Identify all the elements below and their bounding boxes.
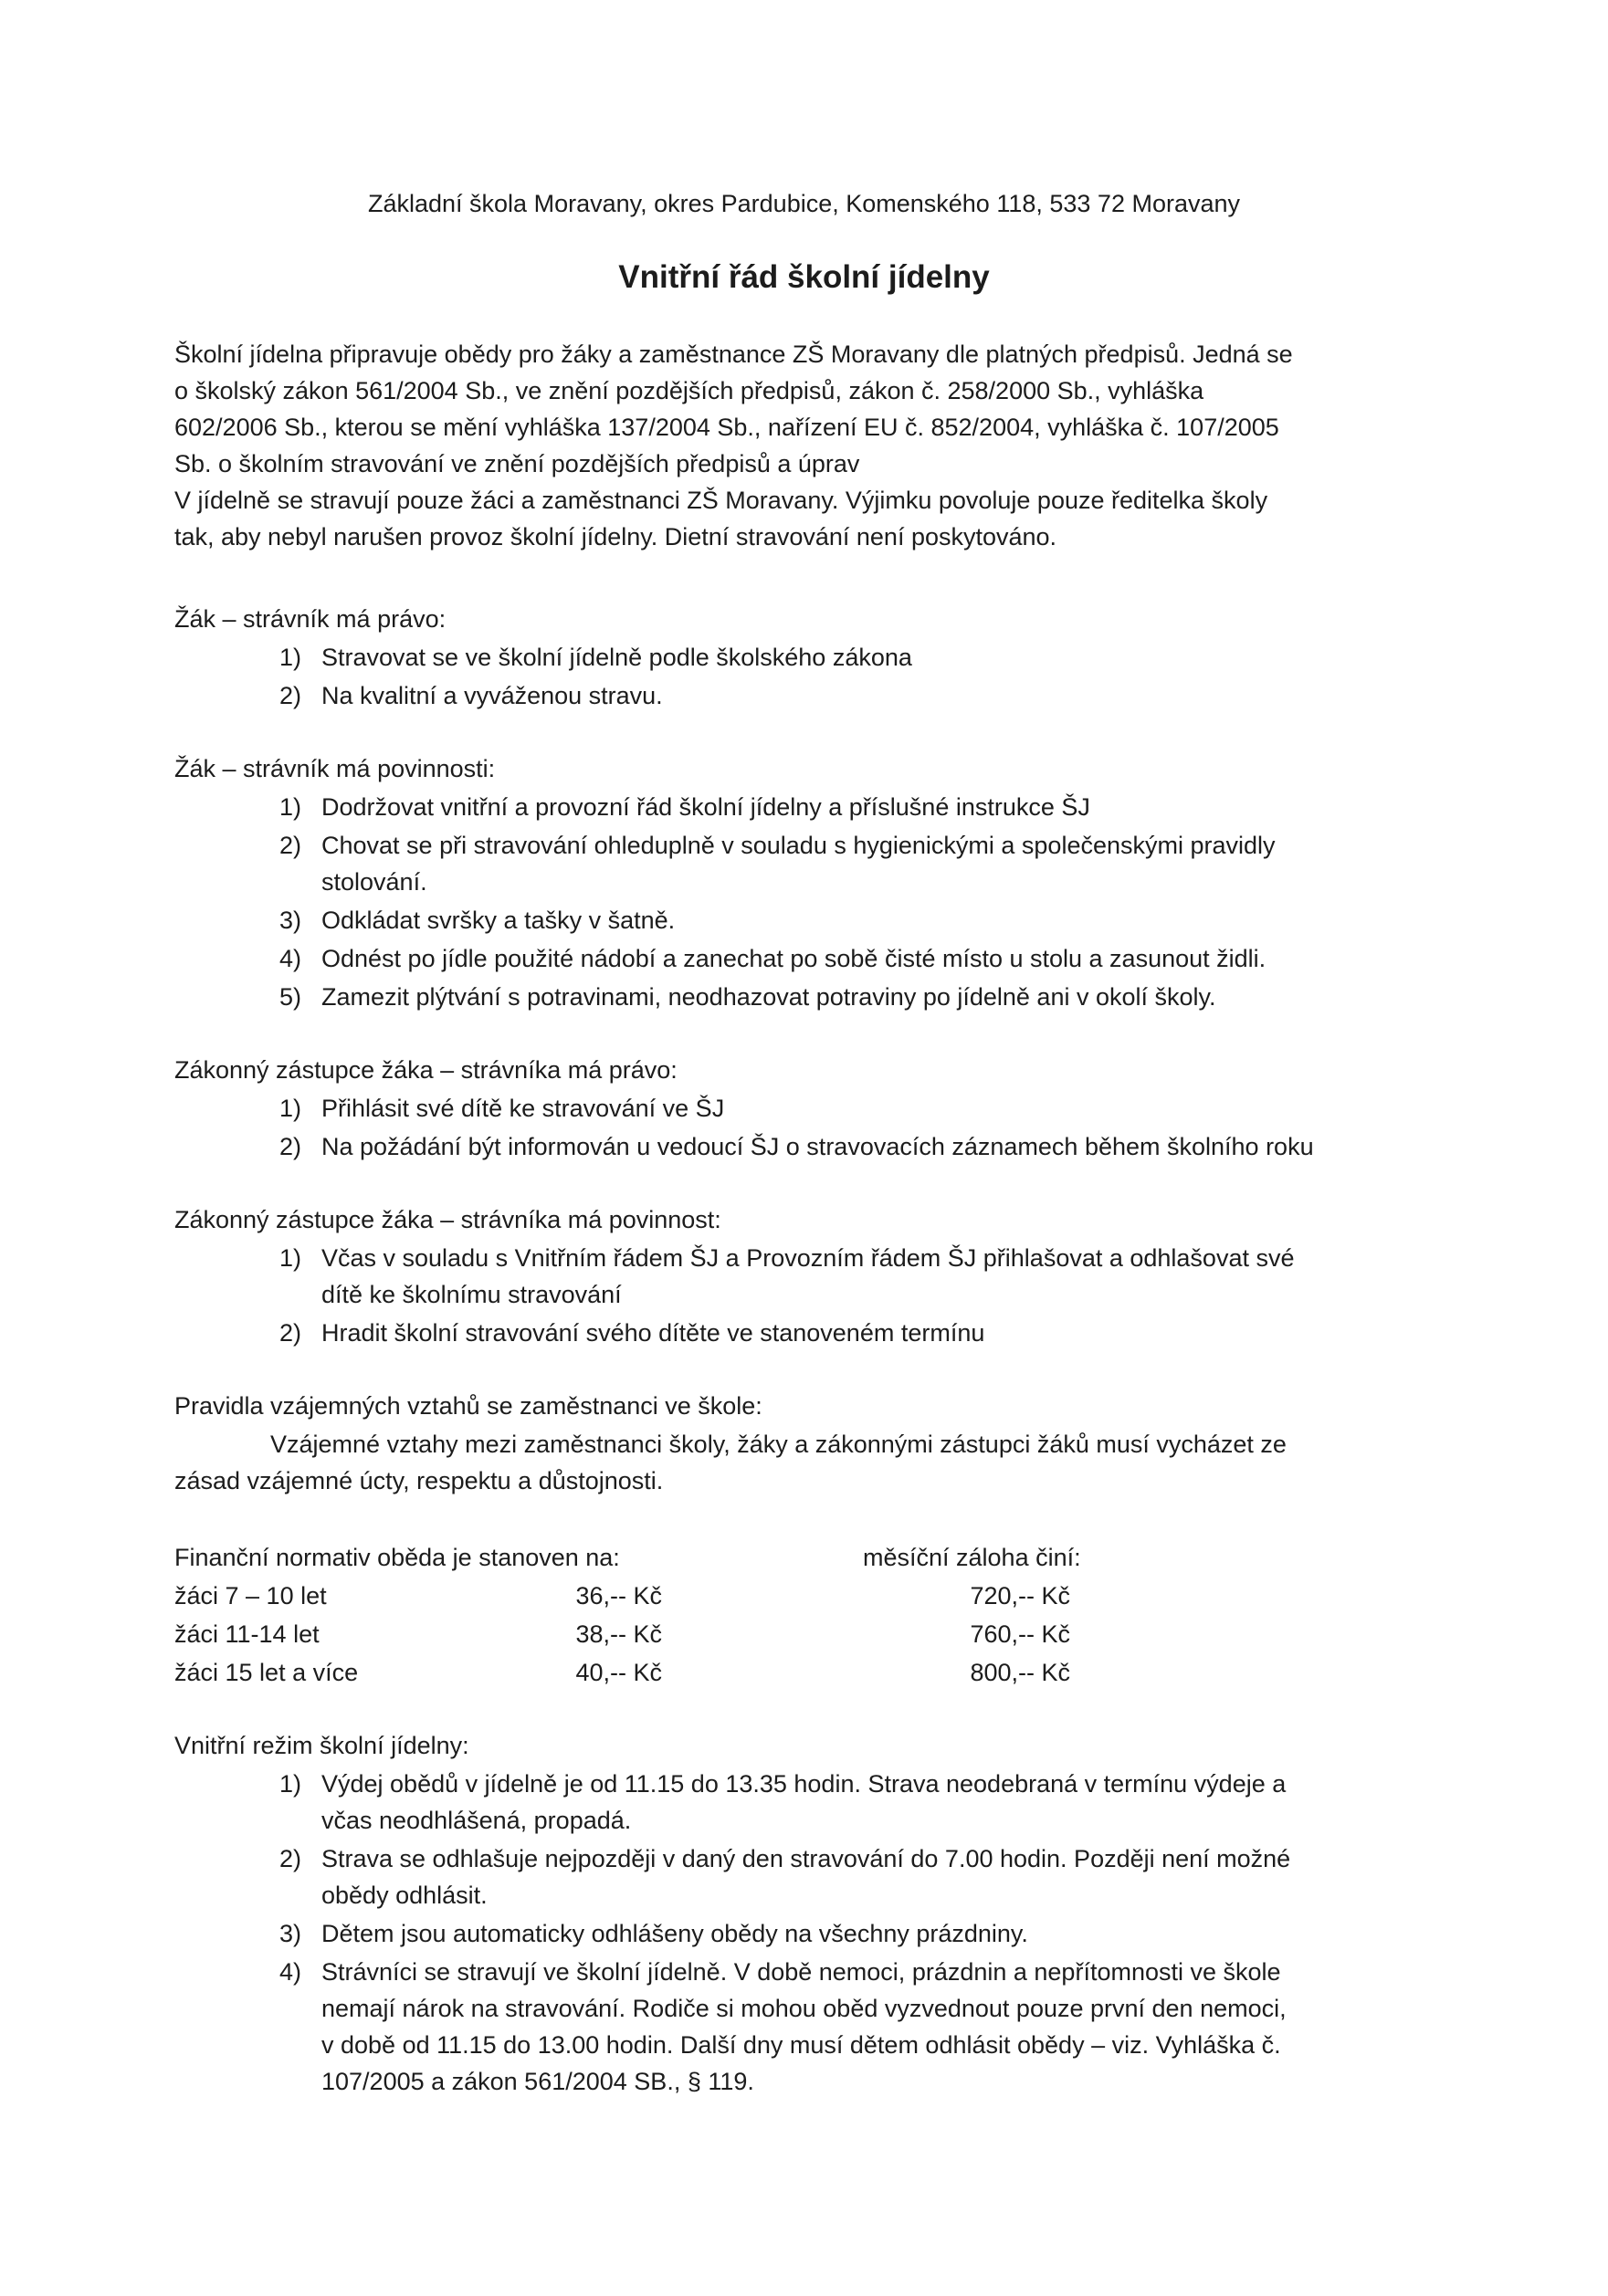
list-item: Dětem jsou automaticky odhlášeny obědy na všechny prázdniny.	[321, 1920, 1028, 1947]
intro-line: tak, aby nebyl narušen provoz školní jídelny. Dietní stravování není poskytováno.	[174, 523, 1057, 550]
section-heading: Žák – strávník má právo:	[174, 605, 447, 633]
list-item: Na kvalitní a vyváženou stravu.	[321, 682, 663, 709]
list-number: 3)	[279, 907, 301, 934]
list-item: Na požádání být informován u vedoucí ŠJ o stravovacích záznamech během školního roku	[321, 1133, 1314, 1160]
list-item-continuation: stolování.	[321, 868, 427, 896]
section-heading: Zákonný zástupce žáka – strávníka má povinnost:	[174, 1206, 721, 1233]
list-item: Výdej obědů v jídelně je od 11.15 do 13.35 hodin. Strava neodebraná v termínu výdeje a	[321, 1770, 1287, 1798]
finance-price: 38,-- Kč	[575, 1620, 662, 1648]
list-item: Odnést po jídle použité nádobí a zanechat po sobě čisté místo u stolu a zasunout židli.	[321, 945, 1266, 972]
list-number: 1)	[279, 1770, 301, 1798]
finance-price: 36,-- Kč	[575, 1582, 662, 1609]
list-item: Stravovat se ve školní jídelně podle školského zákona	[321, 644, 912, 671]
relations-text: Vzájemné vztahy mezi zaměstnanci školy, žáky a zákonnými zástupci žáků musí vycházet ze	[270, 1431, 1287, 1458]
finance-group: žáci 15 let a více	[174, 1659, 359, 1686]
list-item-continuation: nemají nárok na stravování. Rodiče si mohou oběd vyzvednout pouze první den nemoci,	[321, 1995, 1287, 2022]
list-number: 2)	[279, 682, 301, 709]
list-item: Zamezit plýtvání s potravinami, neodhazovat potraviny po jídelně ani v okolí školy.	[321, 983, 1216, 1011]
finance-group: žáci 11-14 let	[174, 1620, 320, 1648]
list-number: 4)	[279, 1958, 301, 1986]
list-item: Včas v souladu s Vnitřním řádem ŠJ a Provozním řádem ŠJ přihlašovat a odhlašovat své	[321, 1244, 1295, 1272]
list-number: 1)	[279, 644, 301, 671]
list-item: Strava se odhlašuje nejpozději v daný den stravování do 7.00 hodin. Později není možné	[321, 1845, 1291, 1872]
list-item: Přihlásit své dítě ke stravování ve ŠJ	[321, 1095, 725, 1122]
list-item: Odkládat svršky a tašky v šatně.	[321, 907, 676, 934]
section-heading: Vnitřní režim školní jídelny:	[174, 1732, 469, 1759]
section-heading: Zákonný zástupce žáka – strávníka má právo:	[174, 1056, 678, 1084]
list-item-continuation: 107/2005 a zákon 561/2004 SB., § 119.	[321, 2068, 754, 2095]
list-number: 4)	[279, 945, 301, 972]
finance-price: 40,-- Kč	[575, 1659, 662, 1686]
list-number: 1)	[279, 1095, 301, 1122]
list-item-continuation: včas neodhlášená, propadá.	[321, 1807, 632, 1834]
finance-deposit: 800,-- Kč	[970, 1659, 1070, 1686]
intro-line: Sb. o školním stravování ve znění pozdějších předpisů a úprav	[174, 450, 860, 477]
deposit-heading: měsíční záloha činí:	[863, 1544, 1081, 1571]
list-number: 3)	[279, 1920, 301, 1947]
list-number: 1)	[279, 793, 301, 821]
section-heading: Žák – strávník má povinnosti:	[174, 755, 496, 782]
list-number: 2)	[279, 1133, 301, 1160]
section-heading: Pravidla vzájemných vztahů se zaměstnanci ve škole:	[174, 1392, 762, 1420]
list-item: Chovat se při stravování ohleduplně v souladu s hygienickými a společenskými pravidly	[321, 832, 1276, 859]
list-item-continuation: obědy odhlásit.	[321, 1882, 488, 1909]
document-title: Vnitřní řád školní jídelny	[618, 259, 990, 295]
list-item-continuation: v době od 11.15 do 13.00 hodin. Další dny musí dětem odhlásit obědy – viz. Vyhláška č.	[321, 2031, 1281, 2059]
list-item: Hradit školní stravování svého dítěte ve stanoveném termínu	[321, 1319, 985, 1347]
finance-deposit: 760,-- Kč	[970, 1620, 1070, 1648]
list-number: 2)	[279, 832, 301, 859]
list-number: 1)	[279, 1244, 301, 1272]
list-number: 2)	[279, 1319, 301, 1347]
list-item-continuation: dítě ke školnímu stravování	[321, 1281, 622, 1308]
finance-deposit: 720,-- Kč	[970, 1582, 1070, 1609]
intro-line: Školní jídelna připravuje obědy pro žáky a zaměstnance ZŠ Moravany dle platných předpisů. Jedná se	[174, 341, 1293, 368]
finance-heading: Finanční normativ oběda je stanoven na:	[174, 1544, 620, 1571]
list-item: Dodržovat vnitřní a provozní řád školní jídelny a příslušné instrukce ŠJ	[321, 793, 1090, 821]
list-number: 5)	[279, 983, 301, 1011]
intro-line: 602/2006 Sb., kterou se mění vyhláška 137/2004 Sb., nařízení EU č. 852/2004, vyhláška č. 107/2005	[174, 414, 1279, 441]
relations-text: zásad vzájemné úcty, respektu a důstojnosti.	[174, 1467, 664, 1494]
intro-line: V jídelně se stravují pouze žáci a zaměstnanci ZŠ Moravany. Výjimku povoluje pouze ředitelka školy	[174, 487, 1268, 514]
finance-group: žáci 7 – 10 let	[174, 1582, 327, 1609]
school-header: Základní škola Moravany, okres Pardubice, Komenského 118, 533 72 Moravany	[367, 190, 1241, 217]
list-number: 2)	[279, 1845, 301, 1872]
list-item: Strávníci se stravují ve školní jídelně. V době nemoci, prázdnin a nepřítomnosti ve škole	[321, 1958, 1281, 1986]
intro-line: o školský zákon 561/2004 Sb., ve znění pozdějších předpisů, zákon č. 258/2000 Sb., vyhláška	[174, 377, 1204, 404]
